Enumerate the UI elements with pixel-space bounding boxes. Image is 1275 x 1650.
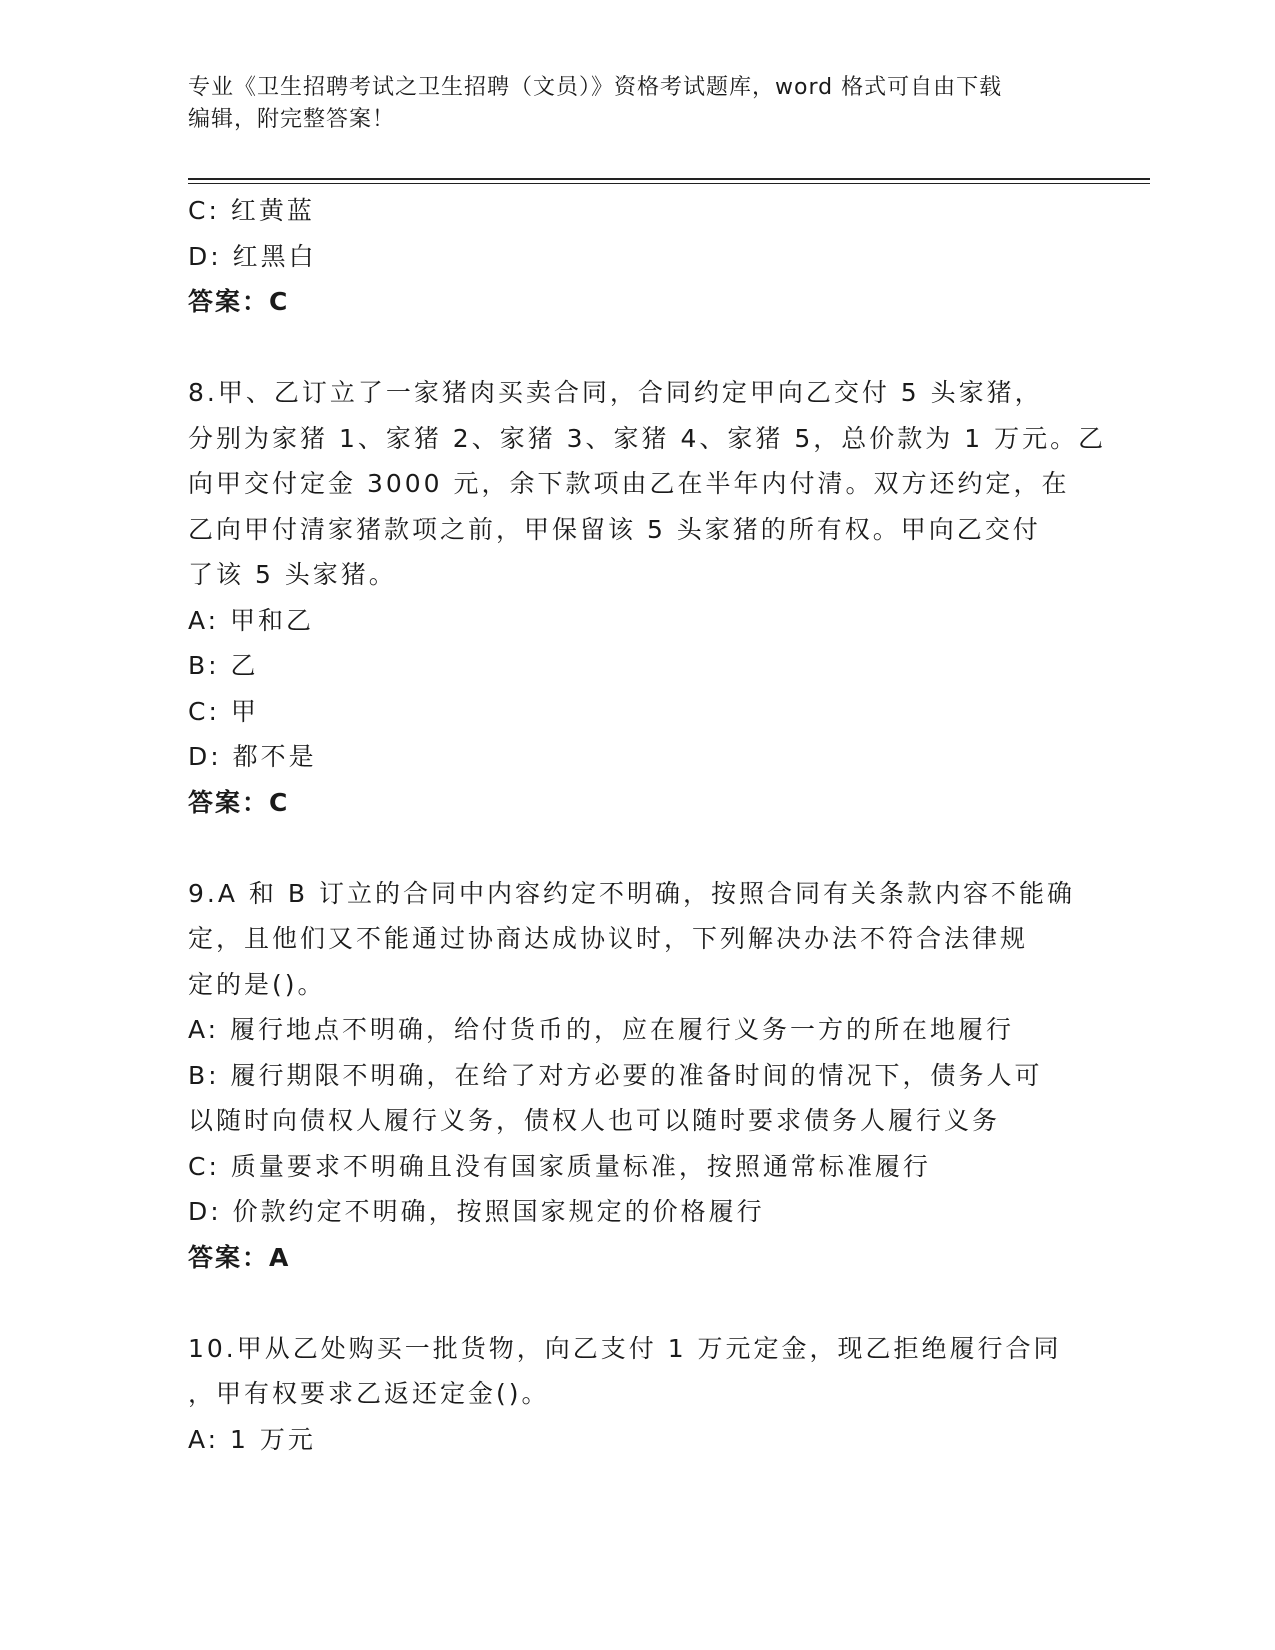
question-stem-line: 10.甲从乙处购买一批货物，向乙支付 1 万元定金，现乙拒绝履行合同 [188, 1333, 1062, 1363]
question-8 [188, 370, 1107, 825]
option-a: A: 1 万元 [188, 1424, 316, 1454]
option-d: D: 红黑白 [188, 241, 317, 271]
question-10 [188, 1326, 1088, 1463]
question-content [188, 188, 1107, 1462]
question-stem-line: 9.A 和 B 订立的合同中内容约定不明确，按照合同有关条款内容不能确 [188, 878, 1075, 908]
option-c: C: 红黄蓝 [188, 196, 315, 225]
question-gap [188, 325, 1088, 371]
header-rule-thick [188, 178, 1150, 180]
option-d: D: 价款约定不明确，按照国家规定的价格履行 [188, 1197, 765, 1226]
option-d: D: 都不是 [188, 742, 317, 771]
question-9 [188, 871, 1088, 1281]
question-7-tail [188, 188, 1088, 325]
header-line-2: 编辑，附完整答案！ [188, 107, 396, 132]
question-stem-line: 乙向甲付清家猪款项之前，甲保留该 5 头家猪的所有权。甲向乙交付 [188, 514, 1041, 544]
question-stem-line: 定，且他们又不能通过协商达成协议时，下列解决办法不符合法律规 [188, 924, 1029, 953]
question-stem-line: 了该 5 头家猪。 [188, 560, 397, 589]
option-b: B: 乙 [188, 651, 259, 680]
header-line-1: 专业《卫生招聘考试之卫生招聘（文员）》资格考试题库，word 格式可自由下载 [188, 75, 1003, 100]
question-gap [188, 1280, 1088, 1326]
question-stem-line: ，甲有权要求乙返还定金()。 [188, 1379, 550, 1408]
answer-line: 答案：C [188, 287, 290, 316]
question-stem-line: 8.甲、乙订立了一家猪肉买卖合同，合同约定甲向乙交付 5 头家猪， [188, 378, 1043, 407]
option-a: A: 履行地点不明确，给付货币的，应在履行义务一方的所在地履行 [188, 1015, 1015, 1044]
question-stem-line: 定的是()。 [188, 969, 326, 999]
page-header [188, 72, 1108, 136]
question-stem-line: 向甲交付定金 3000 元，余下款项由乙在半年内付清。双方还约定，在 [188, 469, 1070, 498]
question-gap [188, 825, 1088, 871]
question-stem-line: 分别为家猪 1、家猪 2、家猪 3、家猪 4、家猪 5，总价款为 1 万元。乙 [188, 423, 1107, 453]
option-b: B: 履行期限不明确，在给了对方必要的准备时间的情况下，债务人可 [188, 1060, 1043, 1090]
option-b-continued: 以随时向债权人履行义务，债权人也可以随时要求债务人履行义务 [188, 1106, 1001, 1135]
answer-line: 答案：C [188, 787, 290, 817]
option-a: A: 甲和乙 [188, 605, 315, 635]
header-rule-thin [188, 183, 1150, 184]
answer-line: 答案：A [188, 1242, 291, 1272]
option-c: C: 甲 [188, 696, 259, 726]
option-c: C: 质量要求不明确且没有国家质量标准，按照通常标准履行 [188, 1151, 931, 1181]
